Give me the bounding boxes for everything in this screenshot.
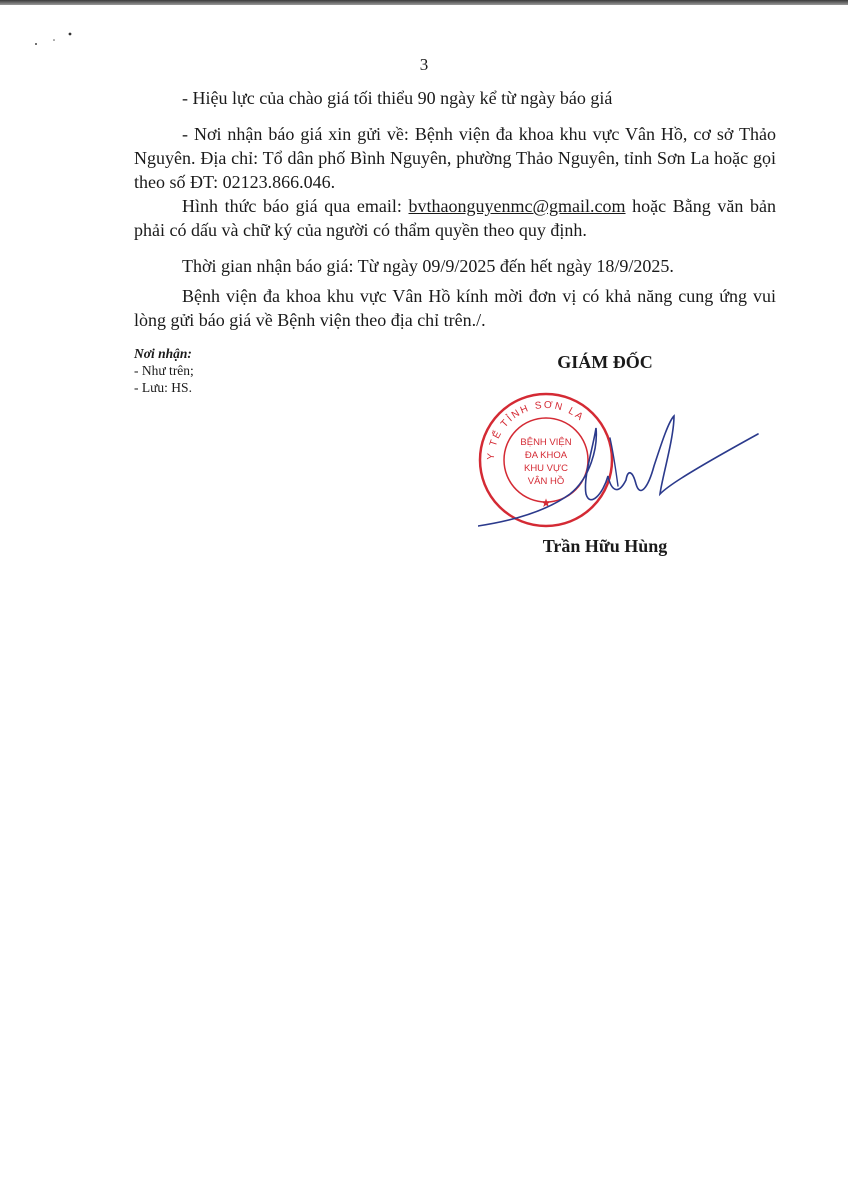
seal-line: BỆNH VIỆN xyxy=(520,437,572,448)
recipients-block xyxy=(134,345,194,396)
seal-line: ĐA KHOA xyxy=(524,450,568,461)
paragraph-form xyxy=(134,194,776,242)
email-link[interactable]: bvthaonguyenmc@gmail.com xyxy=(408,196,626,216)
paragraph-time: Thời gian nhận báo giá: Từ ngày 09/9/2025 đến hết ngày 18/9/2025. xyxy=(182,256,674,276)
scan-top-edge xyxy=(0,0,848,5)
signature xyxy=(478,398,778,538)
form-prefix: Hình thức báo giá qua email: xyxy=(182,196,409,216)
scan-specks xyxy=(32,30,82,50)
signer-name: Trần Hữu Hùng xyxy=(542,536,668,556)
paragraph-validity: - Hiệu lực của chào giá tối thiểu 90 ngày kể từ ngày báo giá xyxy=(182,88,613,108)
recipients-title: Nơi nhận: xyxy=(134,346,192,361)
page-number: 3 xyxy=(419,55,429,74)
form-suffix: hoặc Bằng văn bản phải có dấu và chữ ký của người có thẩm quyền theo quy định. xyxy=(134,196,777,240)
paragraph-address: - Nơi nhận báo giá xin gửi về: Bệnh viện đa khoa khu vực Vân Hồ, cơ sở Thảo Nguyên. Địa chỉ: Tổ dân phố Bình Nguyên, phường Thảo Nguyên, tỉnh Sơn La hoặc gọi theo số ĐT: 02123.866.046. xyxy=(134,124,776,192)
paragraph-invitation: Bệnh viện đa khoa khu vực Vân Hồ kính mời đơn vị có khả năng cung ứng vui lòng gửi báo giá về Bệnh viện theo địa chỉ trên./. xyxy=(134,286,776,330)
svg-text:Y TẾ TỈNH SƠN LA: Y TẾ TỈNH SƠN LA xyxy=(485,399,587,461)
recipient-item: - Như trên; xyxy=(134,363,194,378)
signer-title: GIÁM ĐỐC xyxy=(557,352,653,372)
seal-line: KHU VỰC xyxy=(523,463,569,474)
svg-text:★: ★ xyxy=(540,496,552,510)
seal-line: VÂN HỒ xyxy=(527,476,565,487)
recipient-item: - Lưu: HS. xyxy=(134,380,192,395)
